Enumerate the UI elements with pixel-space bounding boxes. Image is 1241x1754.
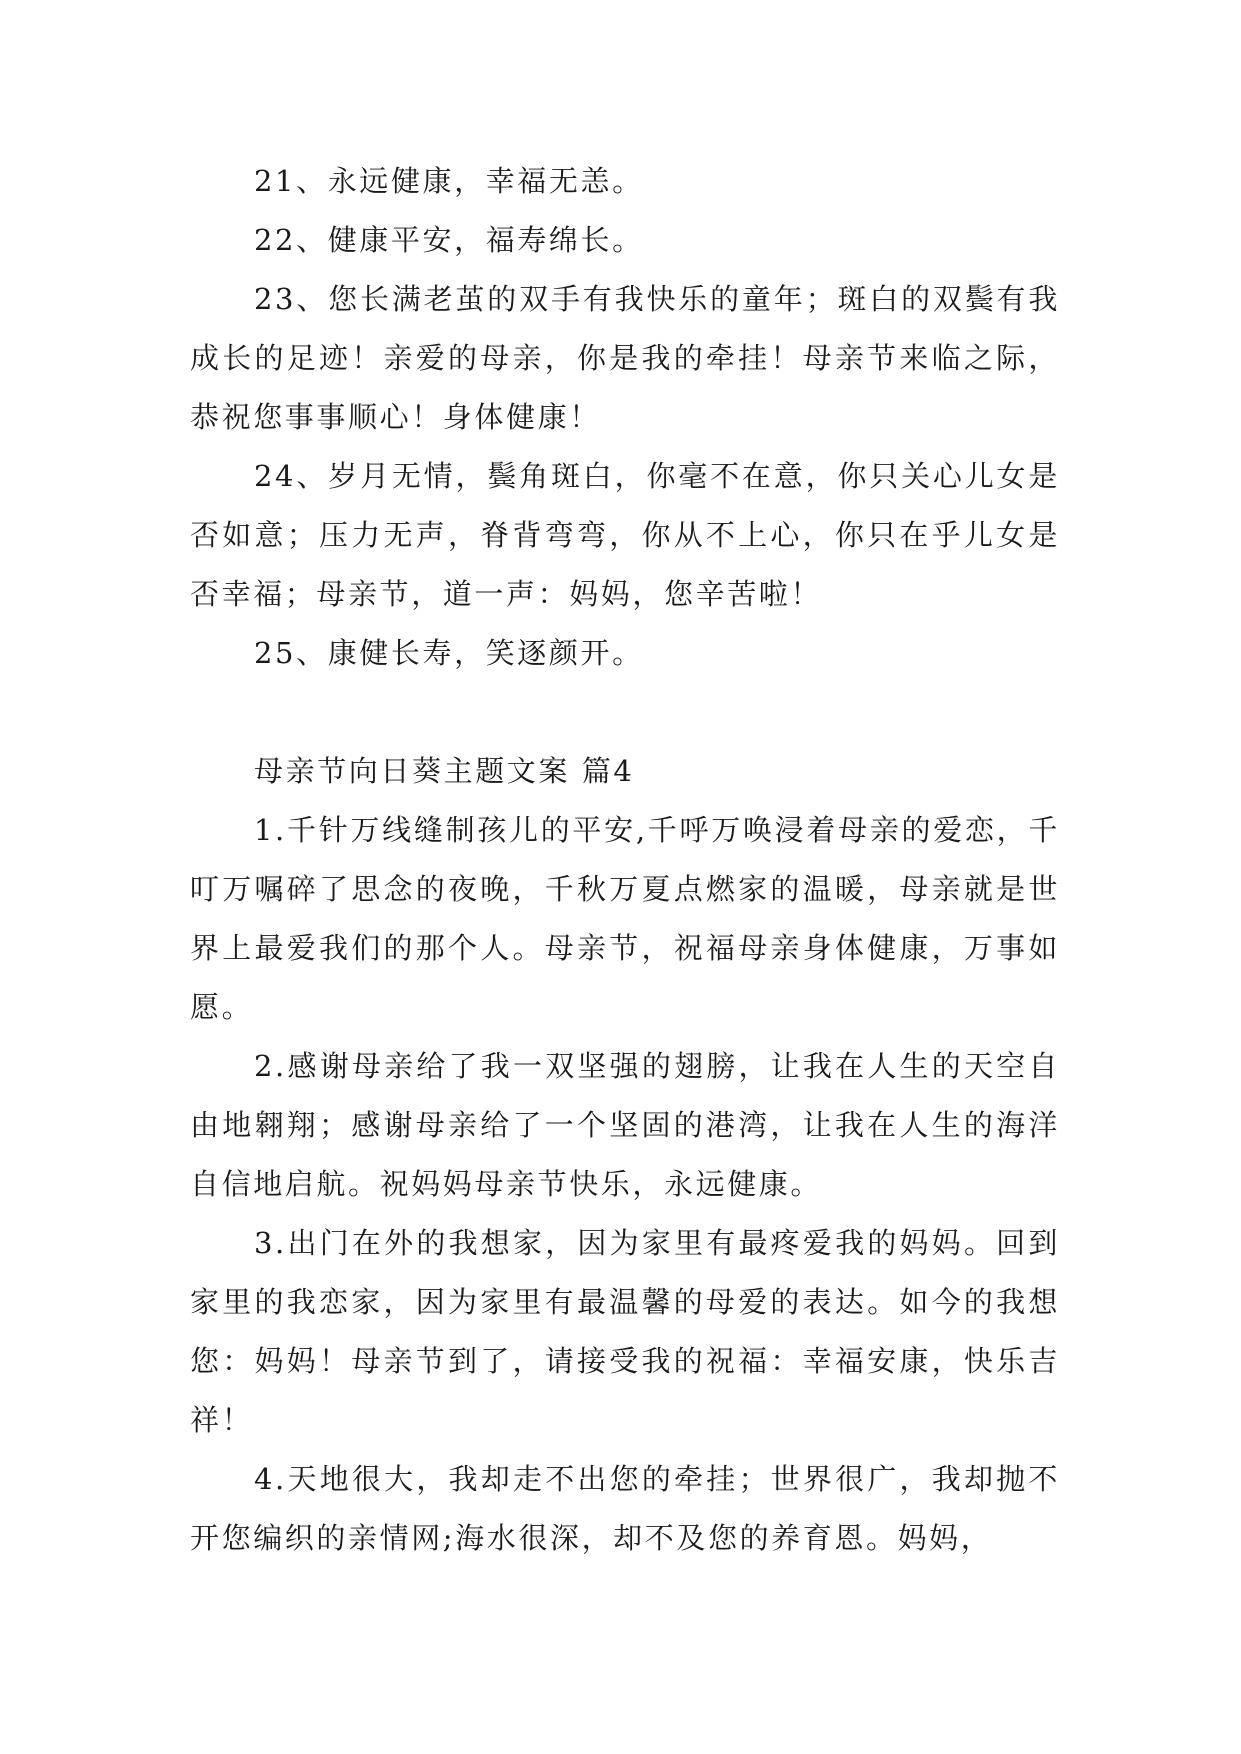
section-heading: 母亲节向日葵主题文案 篇4: [254, 754, 635, 788]
paragraph-item-1: 1.千针万线缝制孩儿的平安,千呼万唤浸着母亲的爱恋，千叮万嘱碎了思念的夜晚，千秋万夏点燃家的温暖，母亲就是世界上最爱我们的那个人。母亲节，祝福母亲身体健康，万事如愿。: [190, 813, 1060, 1024]
paragraph-22: 22、健康平安，福寿绵长。: [254, 223, 644, 257]
paragraph-item-4: 4.天地很大，我却走不出您的牵挂；世界很广，我却抛不开您编织的亲情网;海水很深，却不及您的养育恩。妈妈，: [190, 1462, 1060, 1555]
paragraph-25: 25、康健长寿，笑逐颜开。: [254, 636, 644, 670]
paragraph-21: 21、永远健康，幸福无恙。: [254, 164, 644, 198]
paragraph-24: 24、岁月无情，鬓角斑白，你毫不在意，你只关心儿女是否如意；压力无声，脊背弯弯，你从不上心，你只在乎儿女是否幸福；母亲节，道一声：妈妈，您辛苦啦！: [190, 459, 1060, 611]
paragraph-item-2: 2.感谢母亲给了我一双坚强的翅膀，让我在人生的天空自由地翱翔；感谢母亲给了一个坚固的港湾，让我在人生的海洋自信地启航。祝妈妈母亲节快乐，永远健康。: [190, 1049, 1060, 1201]
document-body: [190, 152, 1060, 1568]
paragraph-23: 23、您长满老茧的双手有我快乐的童年；斑白的双鬓有我成长的足迹！亲爱的母亲，你是我的牵挂！母亲节来临之际，恭祝您事事顺心！身体健康！: [190, 282, 1060, 434]
paragraph-item-3: 3.出门在外的我想家，因为家里有最疼爱我的妈妈。回到家里的我恋家，因为家里有最温馨的母爱的表达。如今的我想您：妈妈！母亲节到了，请接受我的祝福：幸福安康，快乐吉祥！: [190, 1226, 1060, 1437]
